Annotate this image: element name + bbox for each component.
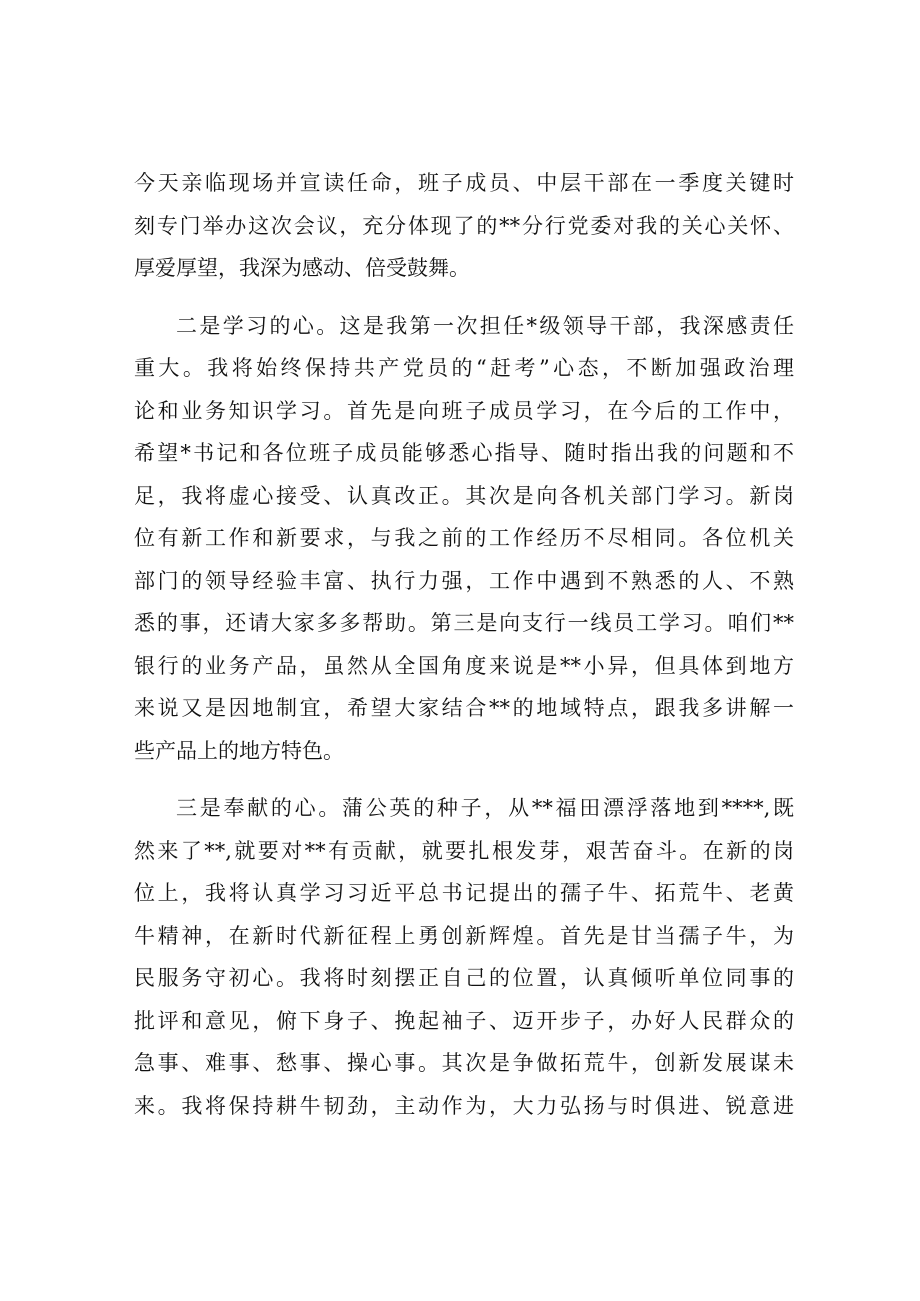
text-line: 三是奉献的心。蒲公英的种子，从**福田漂浮落地到****,既 — [176, 796, 794, 820]
text-line: 足，我将虚心接受、认真改正。其次是向各机关部门学习。新岗 — [134, 483, 794, 508]
text-line: 今天亲临现场并宣读任命，班子成员、中层干部在一季度关键时 — [134, 171, 794, 195]
text-line: 批评和意见，俯下身子、挽起袖子、迈开步子，办好人民群众的 — [134, 1008, 794, 1033]
text-line: 厚爱厚望，我深为感动、倍受鼓舞。 — [134, 256, 470, 280]
paragraph-3 — [134, 787, 794, 1127]
text-line: 然来了**,就要对**有贡献，就要扎根发芽，艰苦奋斗。在新的岗 — [134, 838, 794, 863]
text-line: 些产品上的地方特色。 — [134, 738, 344, 763]
text-line: 位上，我将认真学习习近平总书记提出的孺子牛、拓荒牛、老黄 — [134, 881, 794, 905]
text-line: 银行的业务产品，虽然从全国角度来说是**小异，但具体到地方 — [134, 653, 794, 678]
text-line: 希望*书记和各位班子成员能够悉心指导、随时指出我的问题和不 — [134, 441, 794, 465]
text-line: 论和业务知识学习。首先是向班子成员学习，在今后的工作中， — [134, 398, 794, 423]
document-body — [134, 162, 794, 1142]
text-line: 急事、难事、愁事、操心事。其次是争做拓荒牛，创新发展谋未 — [134, 1051, 794, 1075]
text-line: 来。我将保持耕牛韧劲，主动作为，大力弘扬与时俱进、锐意进 — [134, 1093, 794, 1118]
text-line: 刻专门举办这次会议，充分体现了的**分行党委对我的关心关怀、 — [134, 213, 794, 238]
text-line: 民服务守初心。我将时刻摆正自己的位置，认真倾听单位同事的 — [134, 966, 794, 990]
paragraph-1 — [134, 162, 794, 290]
text-line: 部门的领导经验丰富、执行力强，工作中遇到不熟悉的人、不熟 — [134, 568, 794, 593]
text-line: 悉的事，还请大家多多帮助。第三是向支行一线员工学习。咱们** — [134, 611, 794, 635]
text-line: 位有新工作和新要求，与我之前的工作经历不尽相同。各位机关 — [134, 526, 794, 550]
text-line: 重大。我将始终保持共产党员的“赶考”心态，不断加强政治理 — [134, 356, 794, 380]
paragraph-2 — [134, 305, 794, 773]
text-line: 来说又是因地制宜，希望大家结合**的地域特点，跟我多讲解一 — [134, 696, 794, 720]
text-line: 二是学习的心。这是我第一次担任*级领导干部，我深感责任 — [176, 313, 794, 338]
text-line: 牛精神，在新时代新征程上勇创新辉煌。首先是甘当孺子牛，为 — [134, 923, 794, 948]
